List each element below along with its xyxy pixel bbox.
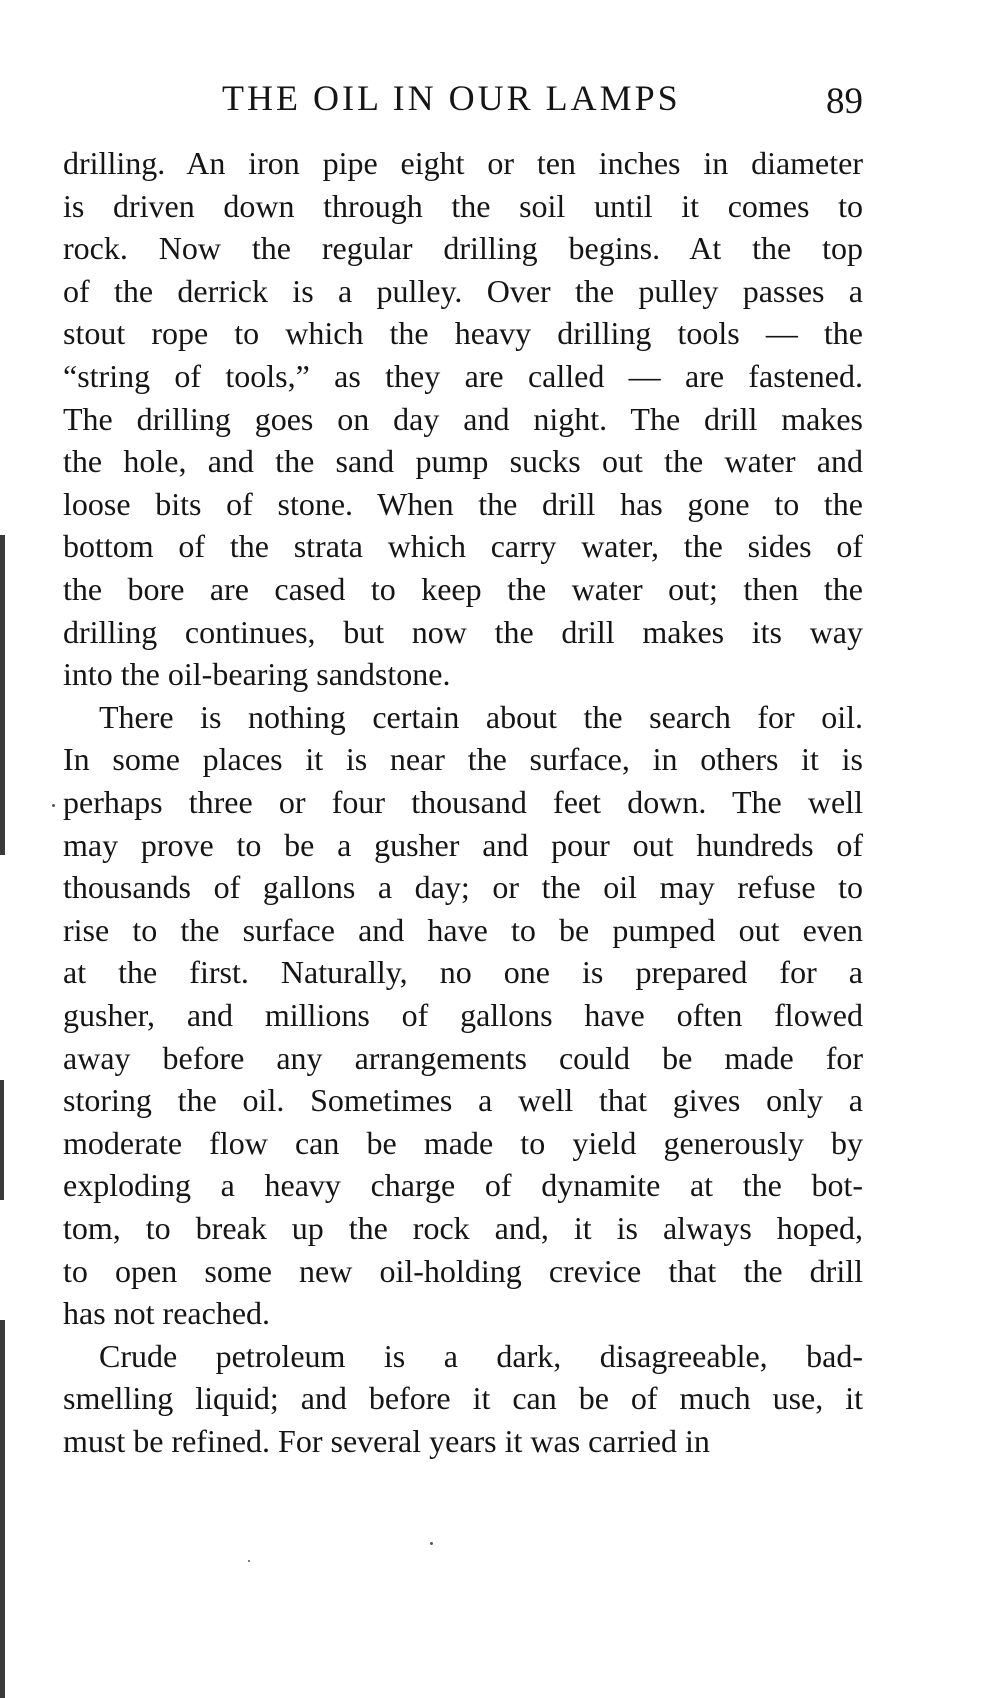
text-line: rise to the surface and have to be pumped out even <box>63 911 863 948</box>
scan-edge-shadow <box>0 1080 4 1200</box>
text-line: has not reached. <box>63 1295 271 1332</box>
text-line: moderate flow can be made to yield generously by <box>63 1124 863 1161</box>
text-line: stout rope to which the heavy drilling tools — the <box>63 315 863 352</box>
text-line: to open some new oil-holding crevice that the drill <box>63 1252 863 1289</box>
text-line: is driven down through the soil until it comes to <box>63 187 863 224</box>
text-line: drilling continues, but now the drill makes its way <box>63 613 863 650</box>
scan-edge-shadow <box>0 535 5 855</box>
text-line: gusher, and millions of gallons have often flowed <box>63 997 863 1033</box>
text-line: rock. Now the regular drilling begins. At the top <box>63 230 863 267</box>
text-line: loose bits of stone. When the drill has gone to the <box>63 485 863 522</box>
running-title: THE OIL IN OUR LAMPS <box>222 78 681 118</box>
text-line: bottom of the strata which carry water, the sides of <box>63 528 863 565</box>
text-line: the hole, and the sand pump sucks out the water and <box>63 443 863 480</box>
scan-speck <box>52 804 55 807</box>
scan-speck <box>430 1542 433 1545</box>
text-line: perhaps three or four thousand feet down. The well <box>63 784 863 820</box>
text-line: into the oil-bearing sandstone. <box>63 656 451 693</box>
text-line: “string of tools,” as they are called — are fastened. <box>63 358 863 394</box>
text-line: must be refined. For several years it was carried in <box>63 1423 710 1459</box>
text-line: may prove to be a gusher and pour out hundreds of <box>63 826 863 863</box>
text-line: away before any arrangements could be made for <box>63 1039 863 1076</box>
text-line: Crude petroleum is a dark, disagreeable, bad- <box>99 1337 863 1374</box>
text-line: tom, to break up the rock and, it is always hoped, <box>63 1210 863 1246</box>
scan-edge-shadow <box>0 1320 5 1698</box>
scan-speck <box>248 1560 250 1562</box>
running-head <box>0 76 1000 120</box>
text-line: drilling. An iron pipe eight or ten inches in diameter <box>63 145 863 181</box>
text-line: The drilling goes on day and night. The drill makes <box>63 400 863 437</box>
text-line: storing the oil. Sometimes a well that gives only a <box>63 1082 863 1119</box>
page-number: 89 <box>826 81 863 122</box>
text-line: at the first. Naturally, no one is prepared for a <box>63 954 863 991</box>
text-line: There is nothing certain about the search for oil. <box>99 698 863 735</box>
text-line: exploding a heavy charge of dynamite at the bot- <box>63 1167 863 1204</box>
text-line: In some places it is near the surface, in others it is <box>63 741 863 778</box>
text-line: thousands of gallons a day; or the oil may refuse to <box>63 869 863 906</box>
text-line: the bore are cased to keep the water out; then the <box>63 571 863 607</box>
text-line: of the derrick is a pulley. Over the pulley passes a <box>63 272 863 309</box>
text-line: smelling liquid; and before it can be of much use, it <box>63 1380 863 1417</box>
